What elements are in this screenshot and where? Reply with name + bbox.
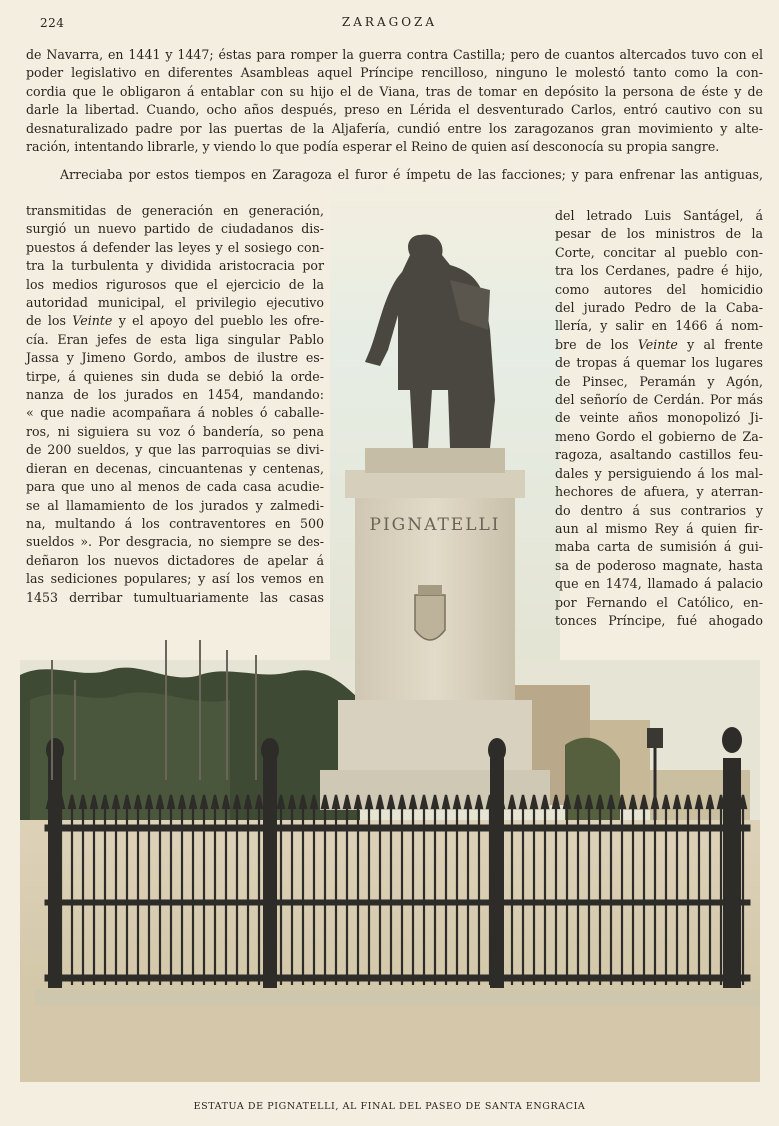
- text-line: que en 1474, llamado á palacio: [555, 576, 763, 592]
- text-line: sueldos ». Por desgracia, no siempre se des-: [26, 534, 324, 550]
- text-line: de Pinsec, Peramán y Agón,: [555, 373, 763, 389]
- text-line: transmitidas de generación en generación,: [26, 203, 324, 218]
- text-line: aun al mismo Rey á quien fir-: [555, 520, 763, 536]
- text-line: cordia que le obligaron á entablar con su hijo el de Viana, tras de tomar en depósito la persona de éste y de: [26, 83, 763, 99]
- text-line: de tropas á quemar los lugares: [555, 355, 763, 371]
- text-line: pesar de los ministros de la: [555, 226, 763, 242]
- text-line: de 200 sueldos, y que las parroquias se divi-: [26, 442, 324, 458]
- text-line: sa de poderoso magnate, hasta: [555, 557, 763, 573]
- text-line: surgió un nuevo partido de ciudadanos dis-: [26, 221, 324, 237]
- text-line: del jurado Pedro de la Caba-: [555, 300, 763, 316]
- text-line: tra la turbulenta y dividida aristocracia por: [26, 258, 324, 274]
- text-line: Corte, concitar al pueblo con-: [555, 244, 763, 260]
- left-text-column: [26, 202, 324, 607]
- text-line: de los Veinte y el apoyo del pueblo les ofre-: [26, 313, 324, 329]
- text-line: « que nadie acompañara á nobles ó caballe-: [26, 405, 324, 421]
- text-line: como autores del homicidio: [555, 281, 763, 297]
- text-line: deñaron los nuevos dictadores de apelar á: [26, 552, 324, 568]
- text-line: las sediciones populares; y así los vemos en: [26, 571, 324, 587]
- paragraph-factions: [26, 166, 763, 184]
- page-number: 224: [40, 16, 65, 30]
- text-line: del letrado Luis Santágel, á: [555, 208, 763, 223]
- text-line: hechores de afuera, y aterran-: [555, 484, 763, 500]
- text-line: llería, y salir en 1466 á nom-: [555, 318, 763, 334]
- text-line: do dentro á sus contrarios y: [555, 502, 763, 518]
- text-line: de Navarra, en 1441 y 1447; éstas para romper la guerra contra Castilla; pero de cuantos altercados tuvo con el: [26, 47, 763, 62]
- text-line: meno Gordo el gobierno de Za-: [555, 428, 763, 444]
- text-line: dales y persiguiendo á los mal-: [555, 465, 763, 481]
- text-line: tra los Cerdanes, padre é hijo,: [555, 263, 763, 279]
- text-line: por Fernando el Católico, en-: [555, 594, 763, 610]
- text-line: ragoza, asaltando castillos feu-: [555, 447, 763, 463]
- text-line: bre de los Veinte y al frente: [555, 336, 763, 352]
- text-line: Arreciaba por estos tiempos en Zaragoza el furor é ímpetu de las facciones; y para enfrenar las antiguas,: [60, 167, 763, 182]
- text-line: darle la libertad. Cuando, ocho años después, preso en Lérida el desventurado Carlos, entró cautivo con su: [26, 102, 763, 118]
- photo-caption: ESTATUA DE PIGNATELLI, AL FINAL DEL PASEO DE SANTA ENGRACIA: [193, 1101, 586, 1112]
- text-line: para que uno al menos de cada casa acudie-: [26, 479, 324, 495]
- text-line: na, multando á los contraventores en 500: [26, 515, 324, 531]
- pedestal-inscription: PIGNATELLI: [369, 515, 501, 535]
- text-line: desnaturalizado padre por las puertas de la Aljafería, cundió entre los zaragozanos gran movimiento y alte-: [26, 120, 763, 136]
- text-line: de veinte años monopolizó Ji-: [555, 410, 763, 426]
- text-line: 1453 derribar tumultuariamente las casas: [26, 589, 324, 605]
- text-line: autoridad municipal, el privilegio ejecutivo: [26, 295, 324, 311]
- text-line: ros, ni siguiera su voz ó bandería, so pena: [26, 423, 324, 439]
- text-line: tonces Príncipe, fué ahogado: [555, 612, 763, 628]
- text-line: cía. Eran jefes de esta liga singular Pablo: [26, 331, 324, 347]
- running-title: ZARAGOZA: [341, 15, 438, 29]
- text-line: dieran en decenas, cincuantenas y centenas,: [26, 460, 324, 476]
- paragraph-continuation: [26, 46, 763, 156]
- text-line: maba carta de sumisión á gui-: [555, 539, 763, 555]
- text-line: del señorío de Cerdán. Por más: [555, 392, 763, 408]
- text-line: nanza de los jurados en 1454, mandando:: [26, 387, 324, 403]
- text-line: puestos á defender las leyes y el sosiego con-: [26, 239, 324, 255]
- text-line: poder legislativo en diferentes Asambleas aquel Príncipe rencilloso, ninguno le molestó tanto como la con-: [26, 65, 763, 81]
- text-line: Jassa y Jimeno Gordo, ambos de ilustre es-: [26, 350, 324, 366]
- text-line: se al llamamiento de los jurados y zalmedi-: [26, 497, 324, 513]
- text-line: tirpe, á quienes sin duda se debió la orde-: [26, 368, 324, 384]
- text-line: los medios rigurosos que el ejercicio de la: [26, 276, 324, 292]
- text-line: ración, intentando librarle, y viendo lo que podía esperar el Reino de quien así desconocía su propia sangre.: [26, 139, 720, 155]
- right-text-column: [555, 207, 763, 630]
